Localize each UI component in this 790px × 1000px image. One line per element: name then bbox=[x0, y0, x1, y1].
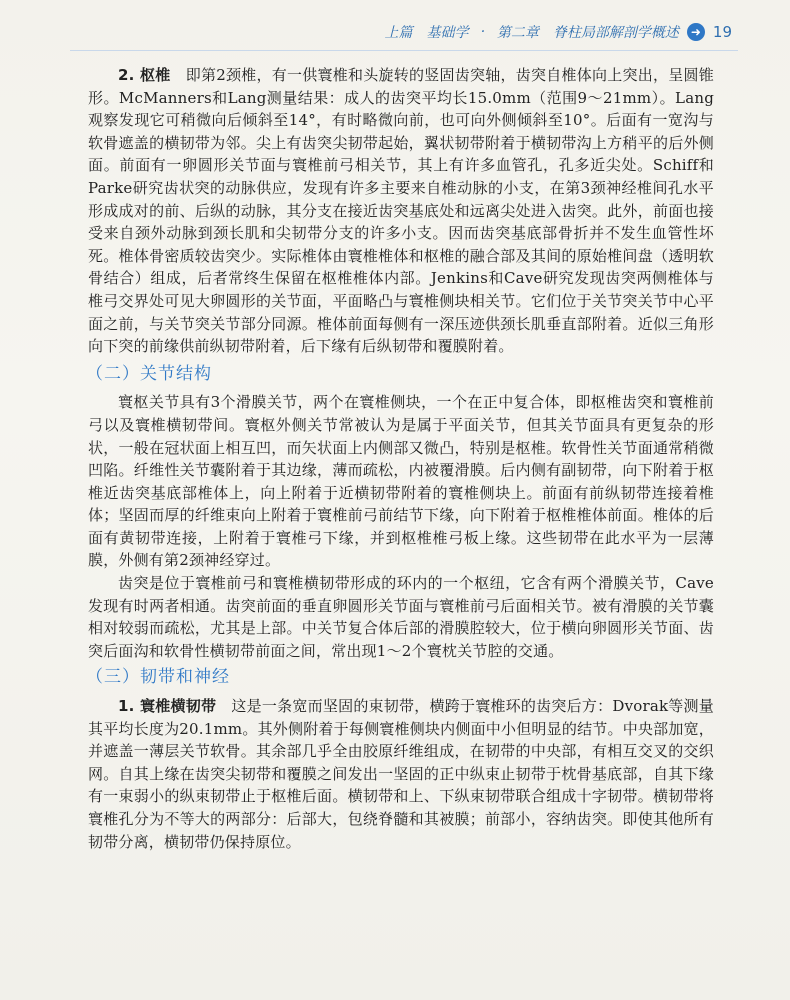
running-header bbox=[384, 22, 732, 42]
paragraph-axis-text: 即第2颈椎，有一供寰椎和头旋转的竖固齿突轴，齿突自椎体向上突出，呈圆锥形。McManners和Lang测量结果：成人的齿突平均长15.0mm（范围9～21mm）。Lang观察发现它可稍微向后倾斜至14°，有时略微向前，也可向外侧倾斜至10°。后面有一宽沟与软骨遮盖的横韧带为邻。尖上有齿突尖韧带起始，翼状韧带附着于横韧带沟上方稍平的后外侧面。前面有一卵圆形关节面与寰椎前弓相关节，其上有许多血管孔，孔多近尖处。Schiff和Parke研究齿状突的动脉供应，发现有许多主要来自椎动脉的小支，在第3颈神经椎间孔水平形成成对的前、后纵的动脉，其分支在接近齿突基底处和远离尖处进入齿突。此外，前面也接受来自颈外动脉到颈长肌和尖韧带分支的许多小支。因而齿突基底部骨折并不发生血管性坏死。椎体骨密质较齿突少。实际椎体由寰椎椎体和枢椎的融合部及其间的原始椎间盘（透明软骨结合）组成，后者常终生保留在枢椎椎体内部。Jenkins和Cave研究发现齿突两侧椎体与椎弓交界处可见大卵圆形的关节面，平面略凸与寰椎侧块相关节。它们位于关节突关节中心平面之前，与关节突关节部分同源。椎体前面每侧有一深压迹供颈长肌垂直部附着。近似三角形向下突的前缘供前纵韧带附着，后下缘有后纵韧带和覆膜附着。 bbox=[88, 66, 715, 356]
main-text bbox=[88, 64, 714, 853]
paragraph-joint-structure: 寰枢关节具有3个滑膜关节，两个在寰椎侧块，一个在正中复合体，即枢椎齿突和寰椎前弓以及寰椎横韧带间。寰枢外侧关节常被认为是属于平面关节，但其关节面具有更复杂的形状，一般在冠状面上相互凹，而矢状面上内侧部又微凸，特别是枢椎。软骨性关节面通常稍微凹陷。纤维性关节囊附着于其边缘，薄而疏松，内被覆滑膜。后内侧有副韧带，向下附着于枢椎近齿突基底部椎体上，向上附着于近横韧带附着的寰椎侧块上。前面有前纵韧带连接着椎体；坚固而厚的纤维束向上附着于寰椎前弓前结节下缘，向下附着于枢椎椎体前面。椎体的后面有黄韧带连接，上附着于寰椎弓下缘，并到枢椎椎弓板上缘。这些韧带在此水平为一层薄膜，外侧有第2颈神经穿过。 bbox=[88, 393, 714, 570]
section-heading-joint-structure: （二）关节结构 bbox=[86, 363, 212, 384]
right-arrow-circle-icon: ➜ bbox=[687, 23, 705, 41]
header-separator: · bbox=[480, 24, 485, 40]
paragraph-axis bbox=[88, 64, 714, 358]
paragraph-transverse-ligament-text: 这是一条宽而坚固的束韧带，横跨于寰椎环的齿突后方：Dvorak等测量其平均长度为20.1mm。其外侧附着于每侧寰椎侧块内侧面中小但明显的结节。中央部加宽，并遮盖一薄层关节软骨。其余部几乎全由胶原纤维组成，在韧带的中央部，有相互交叉的交织网。自其上缘在齿突尖韧带和覆膜之间发出一坚固的正中纵束止韧带于枕骨基底部，自其下缘有一束弱小的纵束韧带止于枢椎后面。横韧带和上、下纵束韧带联合组成十字韧带。横韧带将寰椎孔分为不等大的两部分：后部大，包绕脊髓和其被膜；前部小，容纳齿突。即使其他所有韧带分离，横韧带仍保持原位。 bbox=[88, 697, 714, 851]
header-rule bbox=[70, 50, 738, 51]
header-part: 上篇 基础学 bbox=[384, 25, 469, 41]
header-chapter: 第二章 脊柱局部解剖学概述 bbox=[496, 25, 679, 41]
term-transverse-ligament: 1. 寰椎横韧带 bbox=[118, 697, 217, 716]
section-heading-ligaments: （三）韧带和神经 bbox=[86, 667, 230, 688]
term-axis: 2. 枢椎 bbox=[118, 66, 171, 84]
page-number: 19 bbox=[712, 23, 732, 41]
paragraph-transverse-ligament bbox=[88, 695, 714, 853]
paragraph-dens: 齿突是位于寰椎前弓和寰椎横韧带形成的环内的一个枢纽，它含有两个滑膜关节，Cave发现有时两者相通。齿突前面的垂直卵圆形关节面与寰椎前弓后面相关节。被有滑膜的关节囊相对较弱而疏松，尤其是上部。中关节复合体后部的滑膜腔较大，位于横向卵圆形关节面、齿突后面沟和软骨性横韧带前面之间，常出现1～2个寰枕关节腔的交通。 bbox=[88, 574, 714, 660]
